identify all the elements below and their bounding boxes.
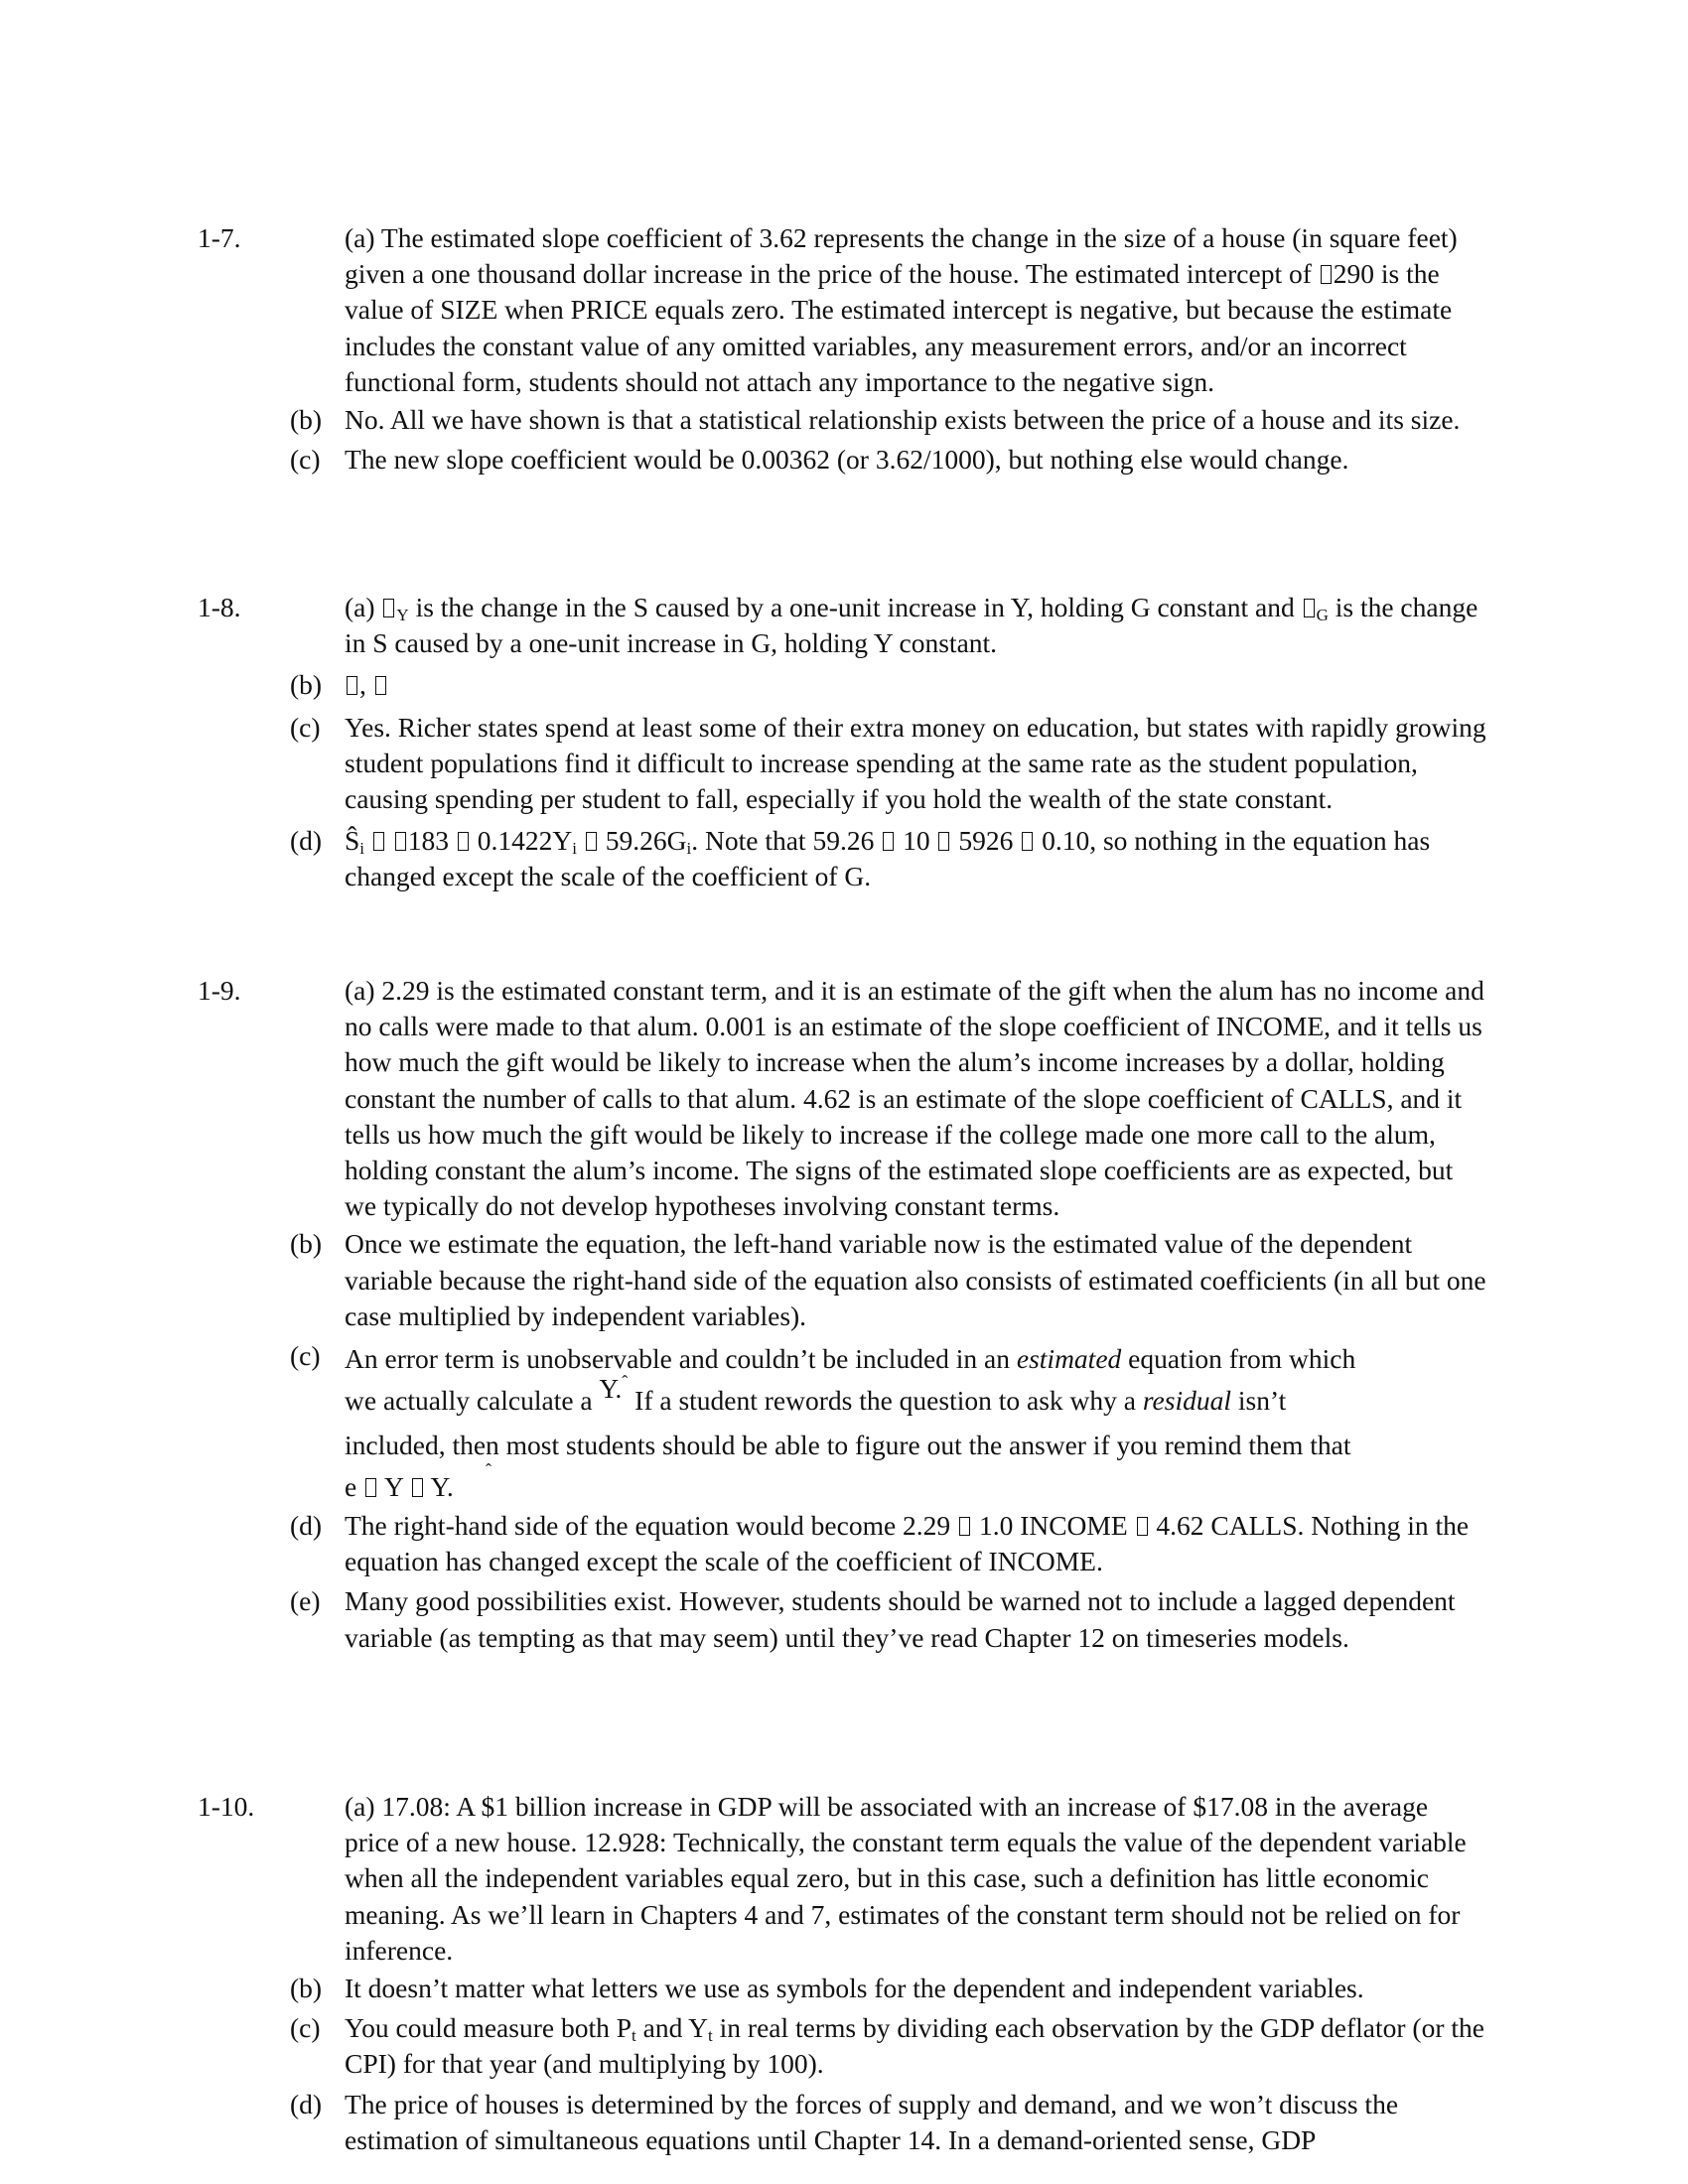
answer-a — [0, 590, 1688, 661]
missing-glyph-icon — [1321, 265, 1332, 284]
answer-c — [0, 442, 1688, 478]
answer-c — [0, 1338, 1688, 1508]
answer-label: (a) — [345, 222, 375, 253]
answer-label: (b) — [290, 404, 323, 436]
answer-b — [0, 1971, 1688, 2006]
problem-number: 1-10. — [198, 1791, 255, 1822]
answer-label: (a) — [345, 975, 375, 1006]
problem-1-9 — [0, 973, 1688, 1656]
subscript: Y — [396, 606, 409, 624]
answer-c — [0, 2010, 1688, 2082]
y-hat-symbol: Y.$^ˆ$ — [599, 1372, 629, 1405]
answer-text — [345, 220, 1488, 400]
answer-b — [0, 667, 1688, 703]
answer-a — [0, 973, 1688, 1224]
answer-label: (b) — [290, 1973, 323, 2004]
answer-body: No. All we have shown is that a statistical relationship exists between the price of a house and its size. — [345, 404, 1461, 436]
problem-number: 1-8. — [198, 592, 241, 622]
answer-d — [0, 2087, 1688, 2158]
answer-b — [0, 402, 1688, 438]
problem-number: 1-9. — [198, 975, 241, 1006]
answer-c — [0, 710, 1688, 818]
answer-body — [345, 823, 1488, 894]
answer-label: (e) — [290, 1585, 321, 1617]
answer-body: The new slope coefficient would be 0.00362 (or 3.62/1000), but nothing else would change. — [345, 444, 1349, 476]
answer-body: Many good possibilities exist. However, students should be warned not to include a lagged dependent variable (as tempting as that may seem) until they’ve read Chapter 12 on timeseries models. — [345, 1585, 1456, 1653]
answer-body: Once we estimate the equation, the left-hand variable now is the estimated value of the dependent variable because the right-hand side of the equation also consists of estimated coefficients (in all but one case multiplied by independent variables). — [345, 1228, 1486, 1331]
answer-label: (a) — [345, 1791, 375, 1822]
answer-d — [0, 823, 1688, 894]
answer-body: , — [345, 667, 1488, 703]
answer-body: An error term is unobservable and couldn’t be included in an estimated equation from which we actually calculate a Y.$^ˆ$ If a student rewords the question to ask why a residual isn’t included, then most students should be able to figure out the answer if you remind them that e Y Y. ˆ — [345, 1343, 1356, 1503]
answer-text — [345, 590, 1488, 661]
problem-1-7 — [0, 220, 1688, 478]
answer-body: 17.08: A $1 billion increase in GDP will be associated with an increase of $17.08 in the average price of a new house. 12.928: Technically, the constant term equals the value of the dependent variable when all the independent variables equal zero, but in this case, such a definition has little economic meaning. As we’ll learn in Chapters 4 and 7, estimates of the constant term should not be relied on for inference. — [345, 1791, 1467, 1966]
answer-label: (b) — [290, 1228, 323, 1260]
problem-1-8 — [0, 590, 1688, 895]
answer-body-cont: is the change in S caused by a one-unit increase in G, holding Y constant. — [345, 592, 1478, 659]
answer-a — [0, 1789, 1688, 1969]
answer-body: It doesn’t matter what letters we use as symbols for the dependent and independent variables. — [345, 1973, 1364, 2004]
answer-a — [0, 220, 1688, 400]
answer-text — [345, 973, 1488, 1224]
answer-label: (d) — [290, 825, 323, 857]
regression-equation: $Ŝ_i$ 183 $0.1422Y_i$ $59.26G_i$. — [345, 825, 699, 859]
problem-number: 1-7. — [198, 222, 241, 253]
answer-body: The estimated slope coefficient of 3.62 represents the change in the size of a house (in square feet) given a one thousand dollar increase in the price of the house. The estimated intercept of 290 is the value of SIZE when PRICE equals zero. The estimated intercept is negative, but because the estimate includes the constant value of any omitted variables, any measurement errors, and/or an incorrect functional form, students should not attach any importance to the negative sign. — [345, 222, 1458, 397]
answer-label: (d) — [290, 2088, 323, 2119]
emphasis: estimated — [1016, 1343, 1122, 1375]
emphasis: residual — [1142, 1385, 1231, 1417]
answer-b — [0, 1226, 1688, 1334]
answer-label: (c) — [290, 2012, 321, 2044]
answer-body: You could measure both $P_t$ and $Y_t$ in real terms by dividing each observation by the GDP deflator (or the CPI) for that year (and multiplying by 100). — [345, 2012, 1484, 2080]
answer-label: (d) — [290, 1510, 323, 1542]
answer-label: (c) — [290, 711, 321, 743]
missing-glyph-beta-icon — [1304, 599, 1315, 617]
missing-glyph-beta-icon — [383, 599, 394, 617]
answer-label: (b) — [290, 669, 323, 701]
answer-body: 2.29 is the estimated constant term, and it is an estimate of the gift when the alum has no income and no calls were made to that alum. 0.001 is an estimate of the slope coefficient of INCOME, and it tells us how much the gift would be likely to increase when the alum’s income increases by a dollar, holding constant the number of calls to that alum. 4.62 is an estimate of the slope coefficient of CALLS, and it tells us how much the gift would be likely to increase if the college made one more call to the alum, holding constant the alum’s income. The signs of the estimated slope coefficients are as expected, but we typically do not develop hypotheses involving constant terms. — [345, 975, 1484, 1222]
answer-label: (a) — [345, 592, 375, 622]
answer-text — [345, 1789, 1488, 1969]
answer-body: is the change in the S caused by a one-unit increase in Y, holding G constant and — [408, 592, 1302, 622]
residual-formula: e Y Y. ˆ — [345, 1460, 492, 1503]
missing-glyph-icon — [347, 676, 357, 695]
answer-body: Yes. Richer states spend at least some of their extra money on education, but states with rapidly growing student populations find it difficult to increase spending at the same rate as the student population, causing spending per student to fall, especially if you hold the wealth of the state constant. — [345, 711, 1486, 815]
answer-label: (c) — [290, 1340, 321, 1372]
answer-body: The price of houses is determined by the forces of supply and demand, and we won’t discuss the estimation of simultaneous equations until Chapter 14. In a demand-oriented sense, GDP — [345, 2088, 1399, 2155]
problem-1-10 — [0, 1789, 1688, 2158]
answer-note: Note that 59.26 10 5926 0.10, so nothing in the equation has changed except the scale of the coefficient of G. — [345, 825, 1431, 892]
missing-glyph-icon — [375, 676, 386, 695]
answer-e — [0, 1583, 1688, 1655]
answer-body: The right-hand side of the equation would become 2.29 1.0 INCOME 4.62 CALLS. Nothing in the equation has changed except the scale of the coefficient of INCOME. — [345, 1510, 1470, 1577]
subscript: G — [1316, 606, 1329, 624]
answer-label: (c) — [290, 444, 321, 476]
answer-d — [0, 1508, 1688, 1579]
